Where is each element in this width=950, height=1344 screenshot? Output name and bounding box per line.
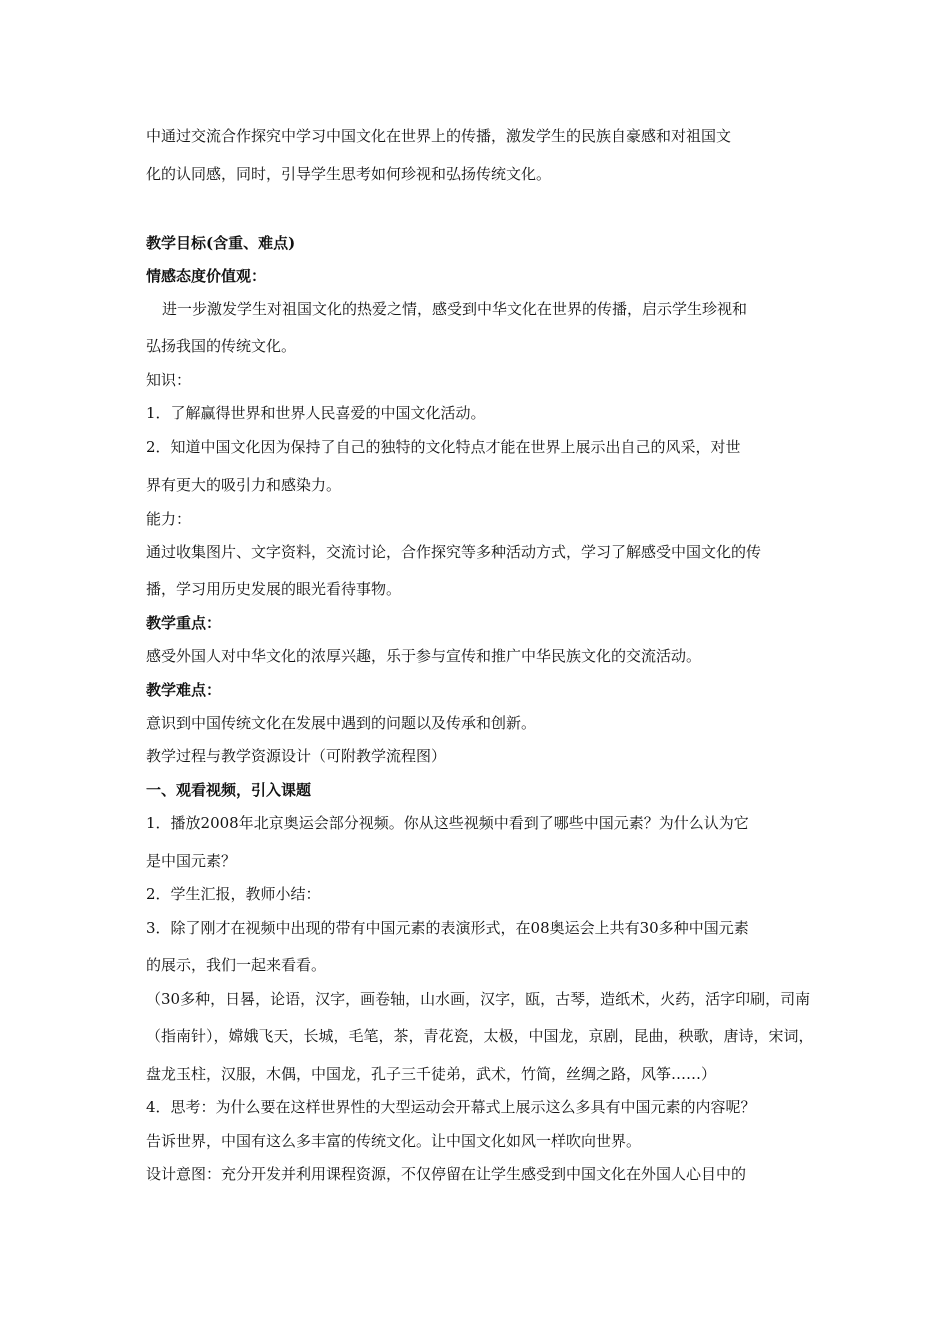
section-heading-process: 教学过程与教学资源设计（可附教学流程图） [146, 747, 447, 765]
intro-line-2: 化的认同感，同时，引导学生思考如何珍视和弘扬传统文化。 [146, 165, 552, 183]
subheading-ability: 能力： [146, 510, 192, 528]
elements-list-line-3: 盘龙玉柱，汉服，木偶，中国龙，孔子三千徒弟，武术，竹简，丝绸之路，风筝……） [146, 1065, 717, 1083]
step-4-line-2: 告诉世界，中国有这么多丰富的传统文化。让中国文化如风一样吹向世界。 [146, 1132, 642, 1150]
step-3-line-2: 的展示，我们一起来看看。 [146, 956, 327, 974]
attitude-line-1: 进一步激发学生对祖国文化的热爱之情，感受到中华文化在世界的传播，启示学生珍视和 [162, 300, 748, 318]
key-points-line: 感受外国人对中华文化的浓厚兴趣，乐于参与宣传和推广中华民族文化的交流活动。 [146, 647, 702, 665]
ability-line-1: 通过收集图片、文字资料，交流讨论，合作探究等多种活动方式，学习了解感受中国文化的传 [146, 543, 762, 561]
step-3-line-1: 3．除了刚才在视频中出现的带有中国元素的表演形式，在08奥运会上共有30多种中国元素 [146, 919, 749, 937]
attitude-line-2: 弘扬我国的传统文化。 [146, 337, 297, 355]
subheading-difficulties: 教学难点： [146, 681, 222, 699]
ability-line-2: 播，学习用历史发展的眼光看待事物。 [146, 580, 402, 598]
part-one-heading: 一、观看视频，引入课题 [146, 781, 312, 799]
subheading-knowledge: 知识： [146, 371, 192, 389]
step-4-line-1: 4．思考：为什么要在这样世界性的大型运动会开幕式上展示这么多具有中国元素的内容呢？ [146, 1098, 756, 1116]
step-2-line: 2．学生汇报，教师小结： [146, 885, 321, 903]
design-intent-line: 设计意图：充分开发并利用课程资源，不仅停留在让学生感受到中国文化在外国人心目中的 [146, 1165, 747, 1183]
knowledge-item-1: 1．了解赢得世界和世界人民喜爱的中国文化活动。 [146, 404, 486, 422]
step-1-line-1: 1．播放2008年北京奥运会部分视频。你从这些视频中看到了哪些中国元素？为什么认为它 [146, 814, 749, 832]
step-1-line-2: 是中国元素？ [146, 852, 237, 870]
knowledge-item-2-line-2: 界有更大的吸引力和感染力。 [146, 476, 342, 494]
section-heading-objectives: 教学目标(含重、难点) [146, 234, 296, 252]
difficulties-line: 意识到中国传统文化在发展中遇到的问题以及传承和创新。 [146, 714, 537, 732]
elements-list-line-1: （30多种，日晷，论语，汉字，画卷轴，山水画，汉字，瓯，古琴，造纸术，火药，活字印刷，司南 [146, 990, 811, 1008]
intro-line-1: 中通过交流合作探究中学习中国文化在世界上的传播，激发学生的民族自豪感和对祖国文 [146, 127, 732, 145]
subheading-attitude: 情感态度价值观： [146, 267, 267, 285]
knowledge-item-2-line-1: 2．知道中国文化因为保持了自己的独特的文化特点才能在世界上展示出自己的风采，对世 [146, 438, 741, 456]
elements-list-line-2: （指南针），嫦娥飞天，长城，毛笔，茶，青花瓷，太极，中国龙，京剧，昆曲，秧歌，唐诗，宋词， [146, 1027, 814, 1045]
subheading-key-points: 教学重点： [146, 614, 222, 632]
